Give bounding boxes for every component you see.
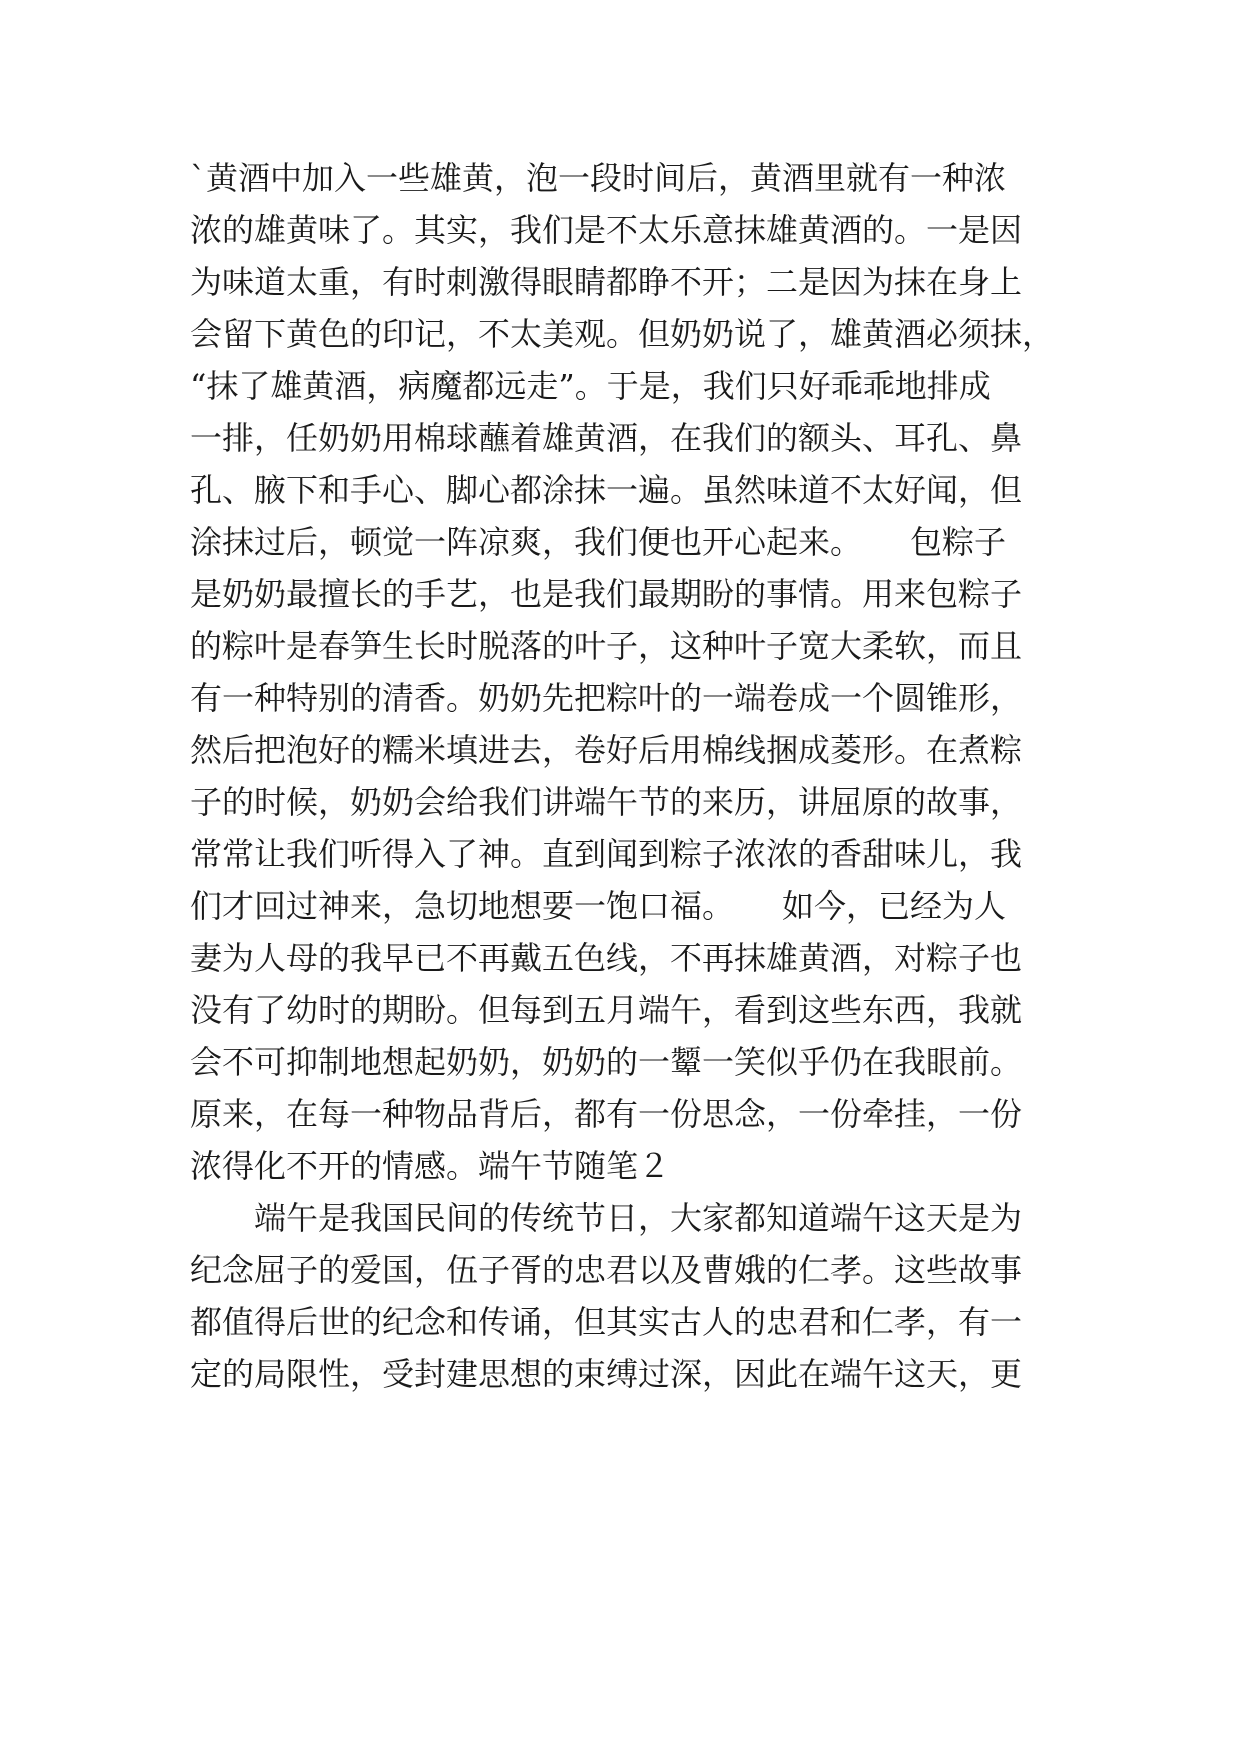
document-body <box>190 0 1070 1393</box>
text-line: 是奶奶最擅长的手艺，也是我们最期盼的事情。用来包粽子 <box>190 575 1023 613</box>
text-line: 为味道太重，有时刺激得眼睛都睁不开；二是因为抹在身上 <box>190 263 1023 301</box>
text-line: 会留下黄色的印记，不太美观。但奶奶说了，雄黄酒必须抹， <box>190 315 1055 353</box>
text-line: 会不可抑制地想起奶奶，奶奶的一颦一笑似乎仍在我眼前。 <box>190 1043 1023 1081</box>
text-line: 没有了幼时的期盼。但每到五月端午，看到这些东西，我就 <box>190 991 1023 1029</box>
text-line: 一排，任奶奶用棉球蘸着雄黄酒，在我们的额头、耳孔、鼻 <box>190 419 1023 457</box>
text-line: 纪念屈子的爱国，伍子胥的忠君以及曹娥的仁孝。这些故事 <box>190 1251 1023 1289</box>
text-line: 浓的雄黄味了。其实，我们是不太乐意抹雄黄酒的。一是因 <box>190 211 1023 249</box>
text-line: 们才回过神来，急切地想要一饱口福。 如今，已经为人 <box>190 887 1007 925</box>
text-line: 原来，在每一种物品背后，都有一份思念，一份牵挂，一份 <box>190 1095 1023 1133</box>
text-line: 妻为人母的我早已不再戴五色线，不再抹雄黄酒，对粽子也 <box>190 939 1023 977</box>
text-line: 孔、腋下和手心、脚心都涂抹一遍。虽然味道不太好闻，但 <box>190 471 1023 509</box>
text-line: 常常让我们听得入了神。直到闻到粽子浓浓的香甜味儿，我 <box>190 835 1023 873</box>
text-line: 都值得后世的纪念和传诵，但其实古人的忠君和仁孝，有一 <box>190 1303 1023 1341</box>
text-line: 有一种特别的清香。奶奶先把粽叶的一端卷成一个圆锥形， <box>190 679 1023 717</box>
text-line: 然后把泡好的糯米填进去，卷好后用棉线捆成菱形。在煮粽 <box>190 731 1023 769</box>
text-line: 定的局限性，受封建思想的束缚过深，因此在端午这天，更 <box>190 1355 1023 1393</box>
text-line: `黄酒中加入一些雄黄，泡一段时间后，黄酒里就有一种浓 <box>190 159 1007 197</box>
text-line: 的粽叶是春笋生长时脱落的叶子，这种叶子宽大柔软，而且 <box>190 627 1023 665</box>
text-line: 涂抹过后，顿觉一阵凉爽，我们便也开心起来。 包粽子 <box>190 523 1007 561</box>
text-line: 浓得化不开的情感。端午节随笔２ <box>190 1147 671 1185</box>
text-line: “抹了雄黄酒，病魔都远走”。于是，我们只好乖乖地排成 <box>190 367 991 405</box>
text-line: 子的时候，奶奶会给我们讲端午节的来历，讲屈原的故事， <box>190 783 1023 821</box>
text-line: 端午是我国民间的传统节日，大家都知道端午这天是为 <box>190 1199 1023 1237</box>
